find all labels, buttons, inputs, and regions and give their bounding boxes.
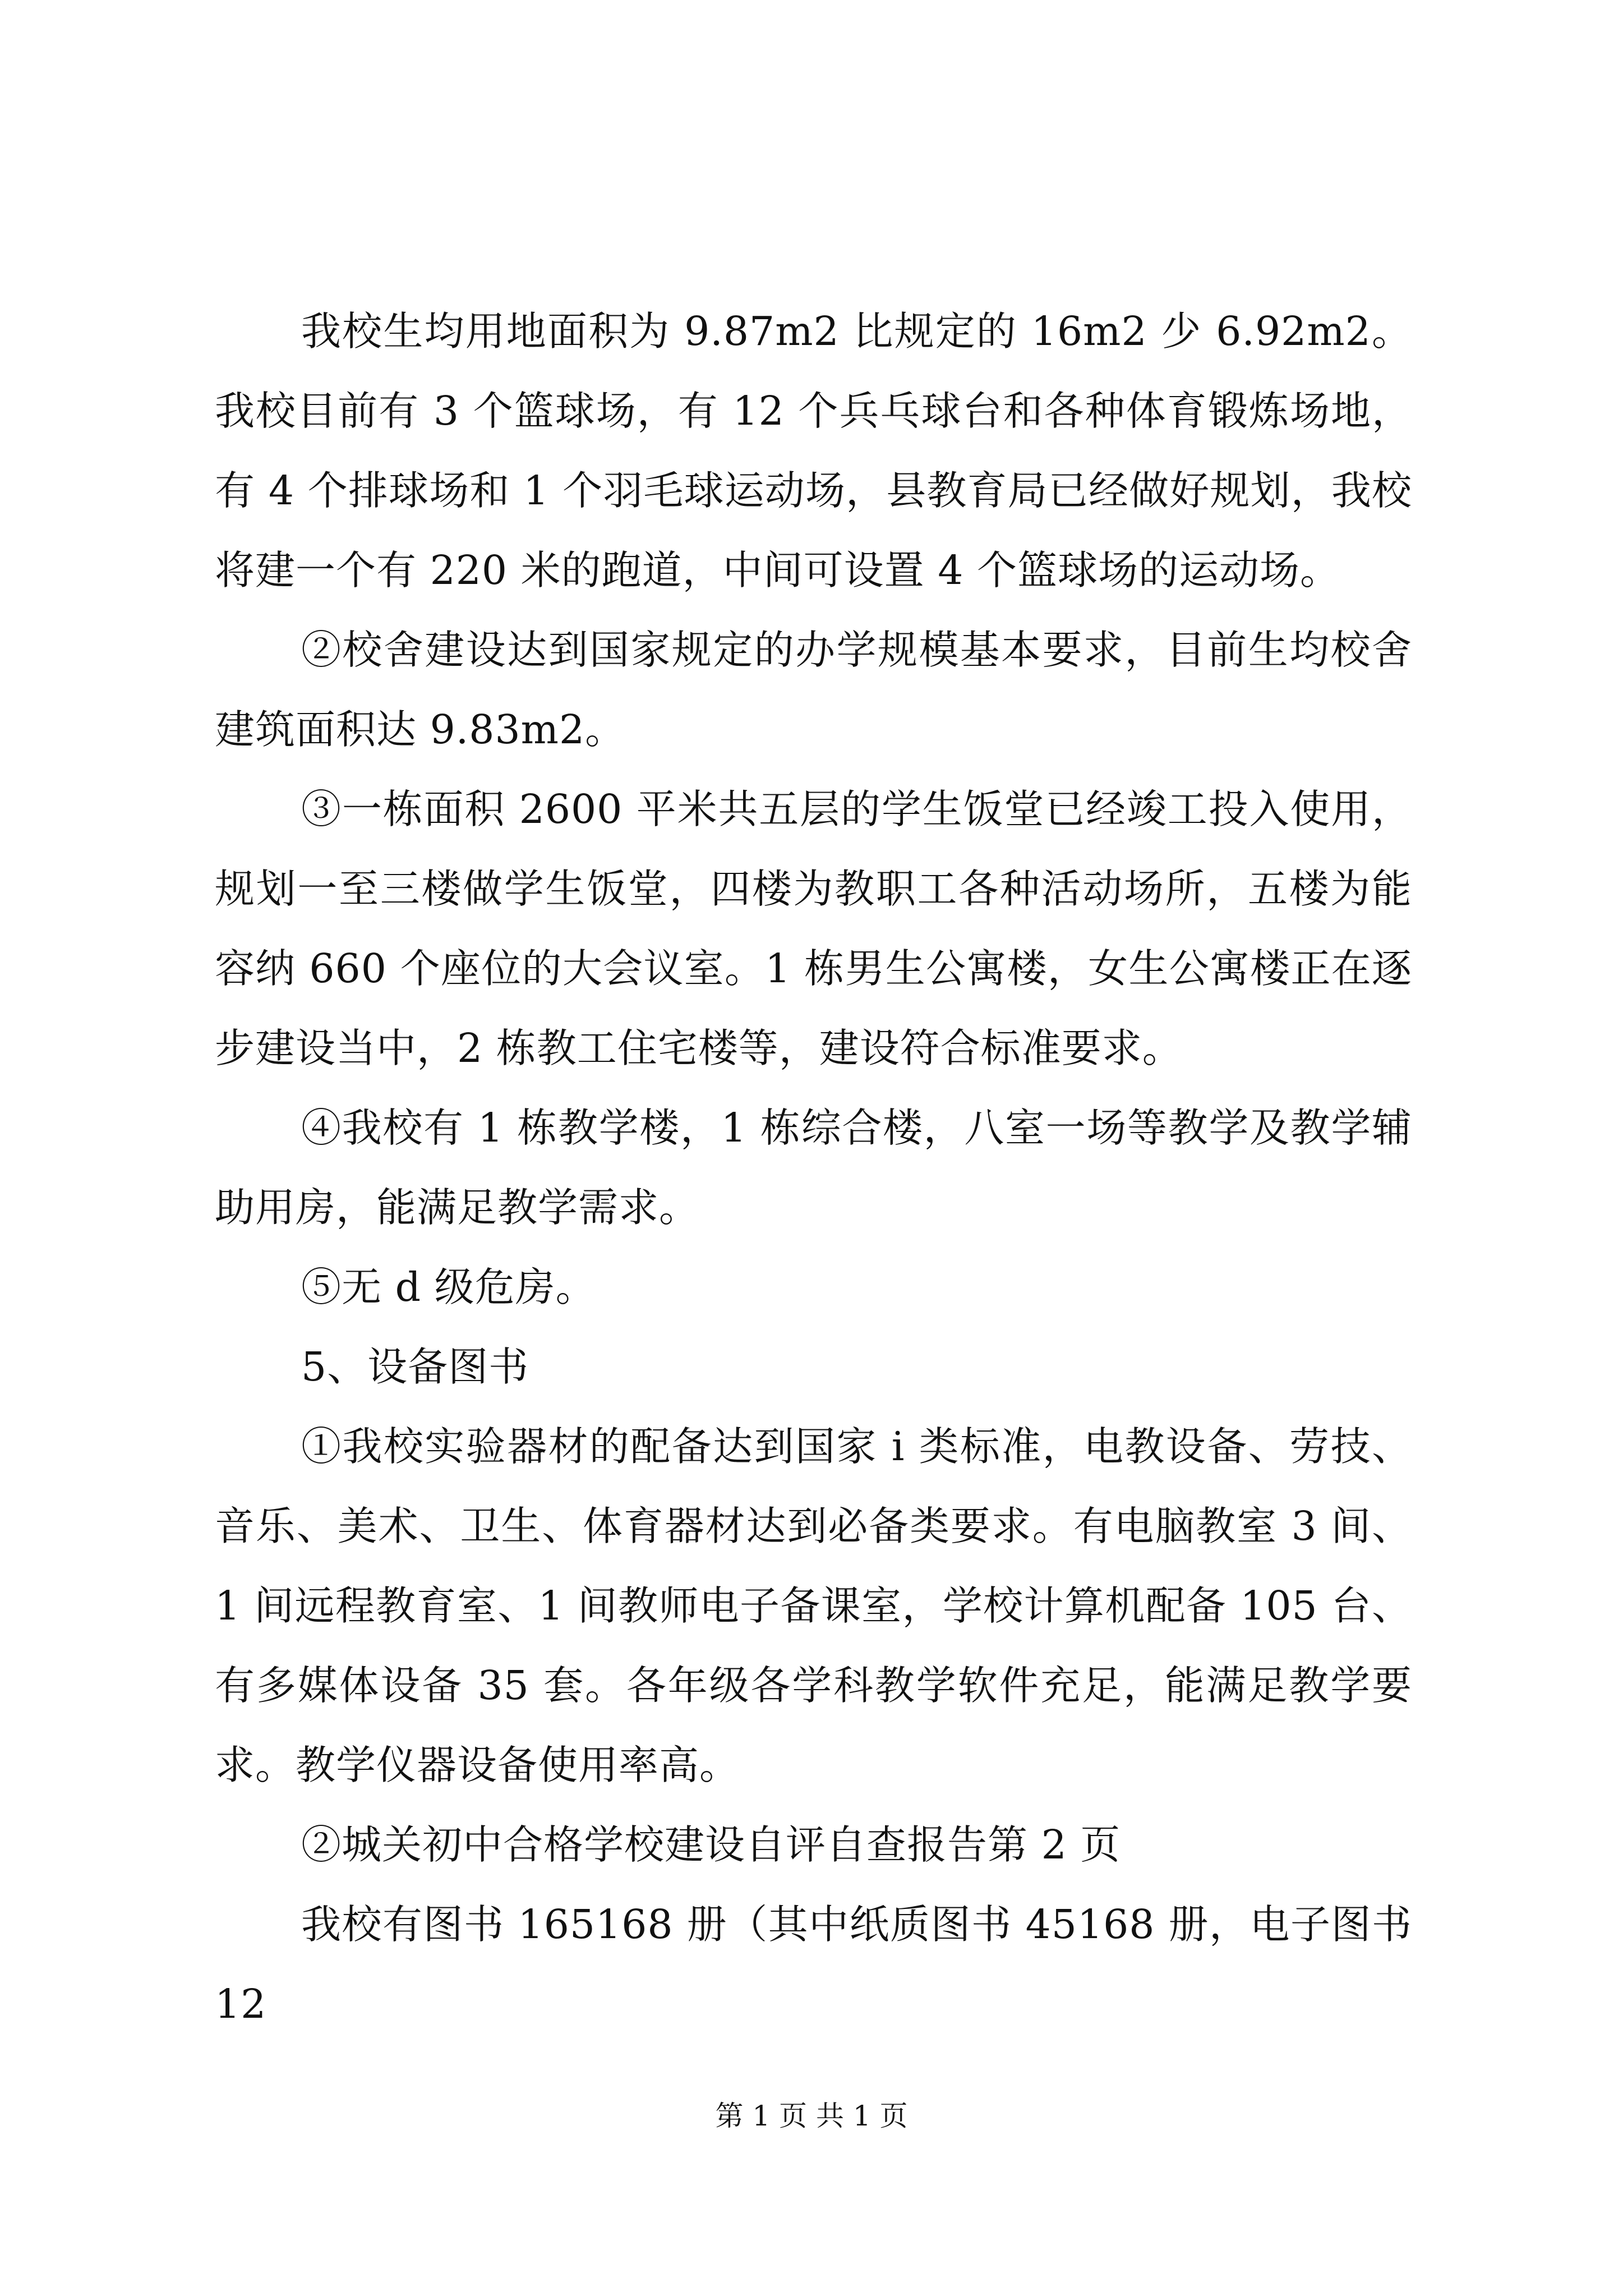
paragraph-library-books: 我校有图书 165168 册（其中纸质图书 45168 册，电子图书 12 (215, 1901, 1412, 2027)
paragraph-land-and-sports-fields: 我校生均用地面积为 9.87m2 比规定的 16m2 少 6.92m2。我校目前有 3 个篮球场，有 12 个兵乓球台和各种体育锻炼场地，有 4 个排球场和 1 个羽毛球运动场，县教育局已经做好规划，我校将建一个有 220 米的跑道，中间可设置 4 个篮球场的运动场。 (215, 308, 1412, 593)
page-footer: 第 1 页 共 1 页 (715, 2100, 908, 2132)
document-body (215, 292, 1412, 2044)
paragraph-no-dangerous-buildings: ⑤无 d 级危房。 (301, 1264, 596, 1310)
paragraph-lab-equipment: ①我校实验器材的配备达到国家 i 类标准，电教设备、劳技、音乐、美术、卫生、体育器材达到必备类要求。有电脑教室 3 间、1 间远程教育室、1 间教师电子备课室，学校计算机配备 105 台、有多媒体设备 35 套。各年级各学科教学软件充足，能满足教学要求。教学仪器设备使用率高。 (215, 1423, 1412, 1788)
paragraph-school-building-area: ②校舍建设达到国家规定的办学规模基本要求，目前生均校舍建筑面积达 9.83m2。 (215, 627, 1412, 753)
paragraph-canteen-building: ③一栋面积 2600 平米共五层的学生饭堂已经竣工投入使用，规划一至三楼做学生饭堂，四楼为教职工各种活动场所，五楼为能容纳 660 个座位的大会议室。1 栋男生公寓楼，女生公寓楼正在逐步建设当中，2 栋教工住宅楼等，建设符合标准要求。 (215, 786, 1412, 1071)
paragraph-report-title-page-2: ②城关初中合格学校建设自评自查报告第 2 页 (301, 1821, 1121, 1868)
paragraph-teaching-buildings: ④我校有 1 栋教学楼，1 栋综合楼，八室一场等教学及教学辅助用房，能满足教学需求。 (215, 1105, 1412, 1231)
section-heading-equipment-books: 5、设备图书 (301, 1343, 529, 1390)
